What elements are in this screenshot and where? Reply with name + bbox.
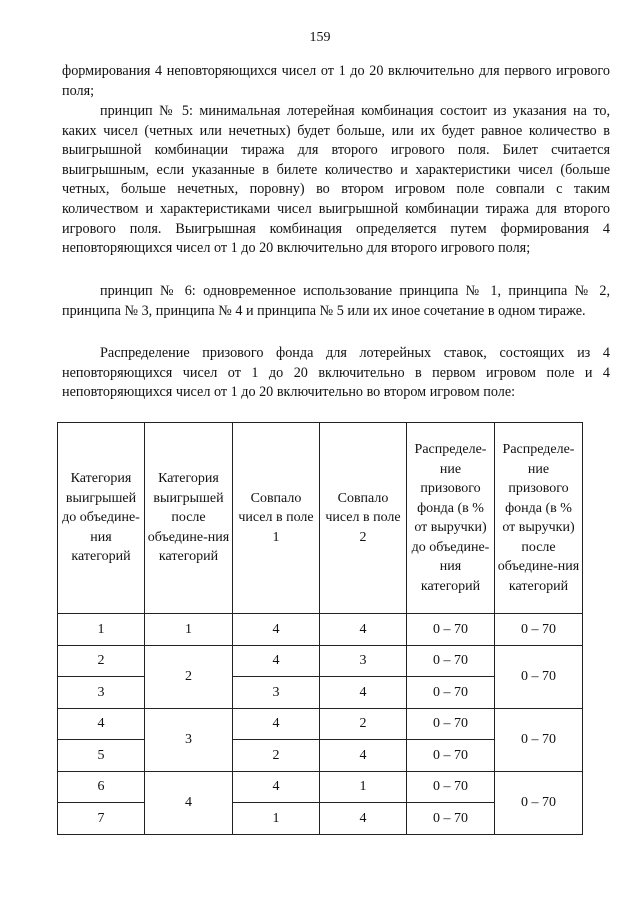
cell-field-1: 4 [233,614,320,646]
cell-distribution-before: 0 – 70 [407,708,495,740]
cell-distribution-before: 0 – 70 [407,677,495,709]
cell-distribution-before: 0 – 70 [407,803,495,835]
cell-distribution-after: 0 – 70 [495,614,583,646]
cell-field-2: 1 [320,771,407,803]
cell-category-after: 2 [145,645,233,708]
cell-field-2: 4 [320,740,407,772]
paragraph-distribution-intro [62,344,610,403]
table-row [58,614,583,646]
cell-field-2: 3 [320,645,407,677]
cell-category-before: 2 [58,645,145,677]
cell-distribution-after: 0 – 70 [495,708,583,771]
paragraph-text: принцип № 5: минимальная лотерейная комбинация состоит из указания на то, каких чисел (четных или нечетных) будет больше, или их будет равное количество в выигрышной комбинации тиража для второго игрового поля. Билет считается выигрышным, если указанные в билете количество и характеристики чисел (больше четных, больше нечетных, поровну) во втором игровом поле совпали с таким количеством и характеристиками чисел выигрышной комбинации тиража для второго игрового поля. Выигрышная комбинация определяется путем формирования 4 неповторяющихся чисел от 1 до 20 включительно для второго игрового поля; [62,103,610,257]
cell-category-before: 5 [58,740,145,772]
header-distribution-after: Распределе-ние призового фонда (в % от выручки) после объедине-ния категорий [495,423,583,614]
cell-category-after: 3 [145,708,233,771]
cell-category-after: 4 [145,771,233,834]
cell-distribution-before: 0 – 70 [407,614,495,646]
table-row [58,645,583,677]
header-category-after: Категория выигрышей после объедине-ния категорий [145,423,233,614]
paragraph-text: формирования 4 неповторяющихся чисел от 1 до 20 включительно для первого игрового поля; [62,63,610,99]
cell-field-1: 3 [233,677,320,709]
cell-distribution-before: 0 – 70 [407,645,495,677]
cell-category-before: 7 [58,803,145,835]
paragraph-text: принцип № 6: одновременное использование принципа № 1, принципа № 2, принципа № 3, принципа № 4 и принципа № 5 или их иное сочетание в одном тираже. [62,283,610,319]
cell-field-1: 4 [233,645,320,677]
cell-category-before: 6 [58,771,145,803]
cell-field-2: 4 [320,803,407,835]
cell-distribution-before: 0 – 70 [407,740,495,772]
paragraph-principle-6 [62,282,610,321]
cell-field-1: 4 [233,708,320,740]
table-row [58,771,583,803]
header-matched-field-2: Совпало чисел в поле 2 [320,423,407,614]
cell-category-after: 1 [145,614,233,646]
header-distribution-before: Распределе-ние призового фонда (в % от выручки) до объедине-ния категорий [407,423,495,614]
paragraph-principle-5 [62,102,610,259]
paragraph-continuation [62,62,610,101]
header-matched-field-1: Совпало чисел в поле 1 [233,423,320,614]
cell-field-2: 4 [320,614,407,646]
cell-field-1: 4 [233,771,320,803]
prize-distribution-table [57,422,583,835]
cell-category-before: 4 [58,708,145,740]
cell-distribution-after: 0 – 70 [495,771,583,834]
cell-category-before: 3 [58,677,145,709]
page-number: 159 [309,30,331,45]
header-category-before: Категория выигрышей до объедине-ния категорий [58,423,145,614]
cell-field-1: 1 [233,803,320,835]
cell-field-2: 4 [320,677,407,709]
cell-field-2: 2 [320,708,407,740]
cell-field-1: 2 [233,740,320,772]
paragraph-text: Распределение призового фонда для лотерейных ставок, состоящих из 4 неповторяющихся чисел от 1 до 20 включительно в первом игровом поле и 4 неповторяющихся чисел от 1 до 20 включительно во втором игровом поле: [62,345,610,401]
table-header-row [58,423,583,614]
cell-distribution-after: 0 – 70 [495,645,583,708]
cell-distribution-before: 0 – 70 [407,771,495,803]
cell-category-before: 1 [58,614,145,646]
table-row [58,708,583,740]
